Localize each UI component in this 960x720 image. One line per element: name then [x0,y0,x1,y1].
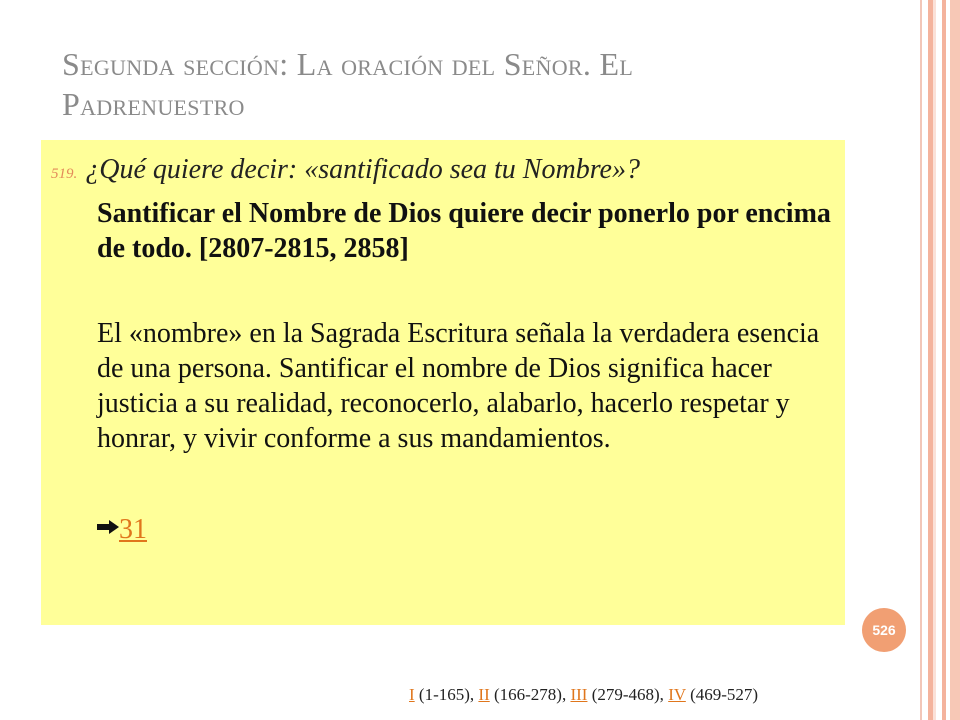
footer-range: (166-278), [493,685,567,704]
footer-link-iii[interactable]: III [570,685,588,704]
content-box [41,140,845,625]
reference [97,512,147,547]
question-number: 519. [51,166,78,182]
footer-link-ii[interactable]: II [478,685,490,704]
reference-link[interactable]: 31 [119,514,147,545]
footer-link-i[interactable]: I [409,685,415,704]
slide-title-line-1: Segunda sección: La oración del Señor. El [62,46,634,82]
answer-text: Santificar el Nombre de Dios quiere decir ponerlo por encima de todo. [2807-2815, 2858] [97,198,831,264]
slide-title-line-2: Padrenuestro [62,86,245,122]
question-text: ¿Qué quiere decir: «santificado sea tu Nombre»? [85,154,640,185]
footer-range: (279-468), [591,685,664,704]
border-stripe [942,0,946,720]
footer-range: (469-527) [690,685,759,704]
explanation-text: El «nombre» en la Sagrada Escritura señala la verdadera esencia de una persona. Santificar el nombre de Dios significa hacer justicia a su realidad, reconocerlo, alabarlo, hacerlo respetar y honrar, y vivir conforme a sus mandamientos. [97,318,820,454]
slide-title [62,44,882,124]
border-stripe [933,0,936,720]
right-arrow-icon [97,508,119,522]
footer-range: (1-165), [418,685,475,704]
footer-nav [409,685,758,705]
footer-link-iv[interactable]: IV [668,685,686,704]
border-stripe [920,0,922,720]
page-number-badge: 526 [862,608,906,652]
border-stripe [950,0,960,720]
question [51,154,640,190]
